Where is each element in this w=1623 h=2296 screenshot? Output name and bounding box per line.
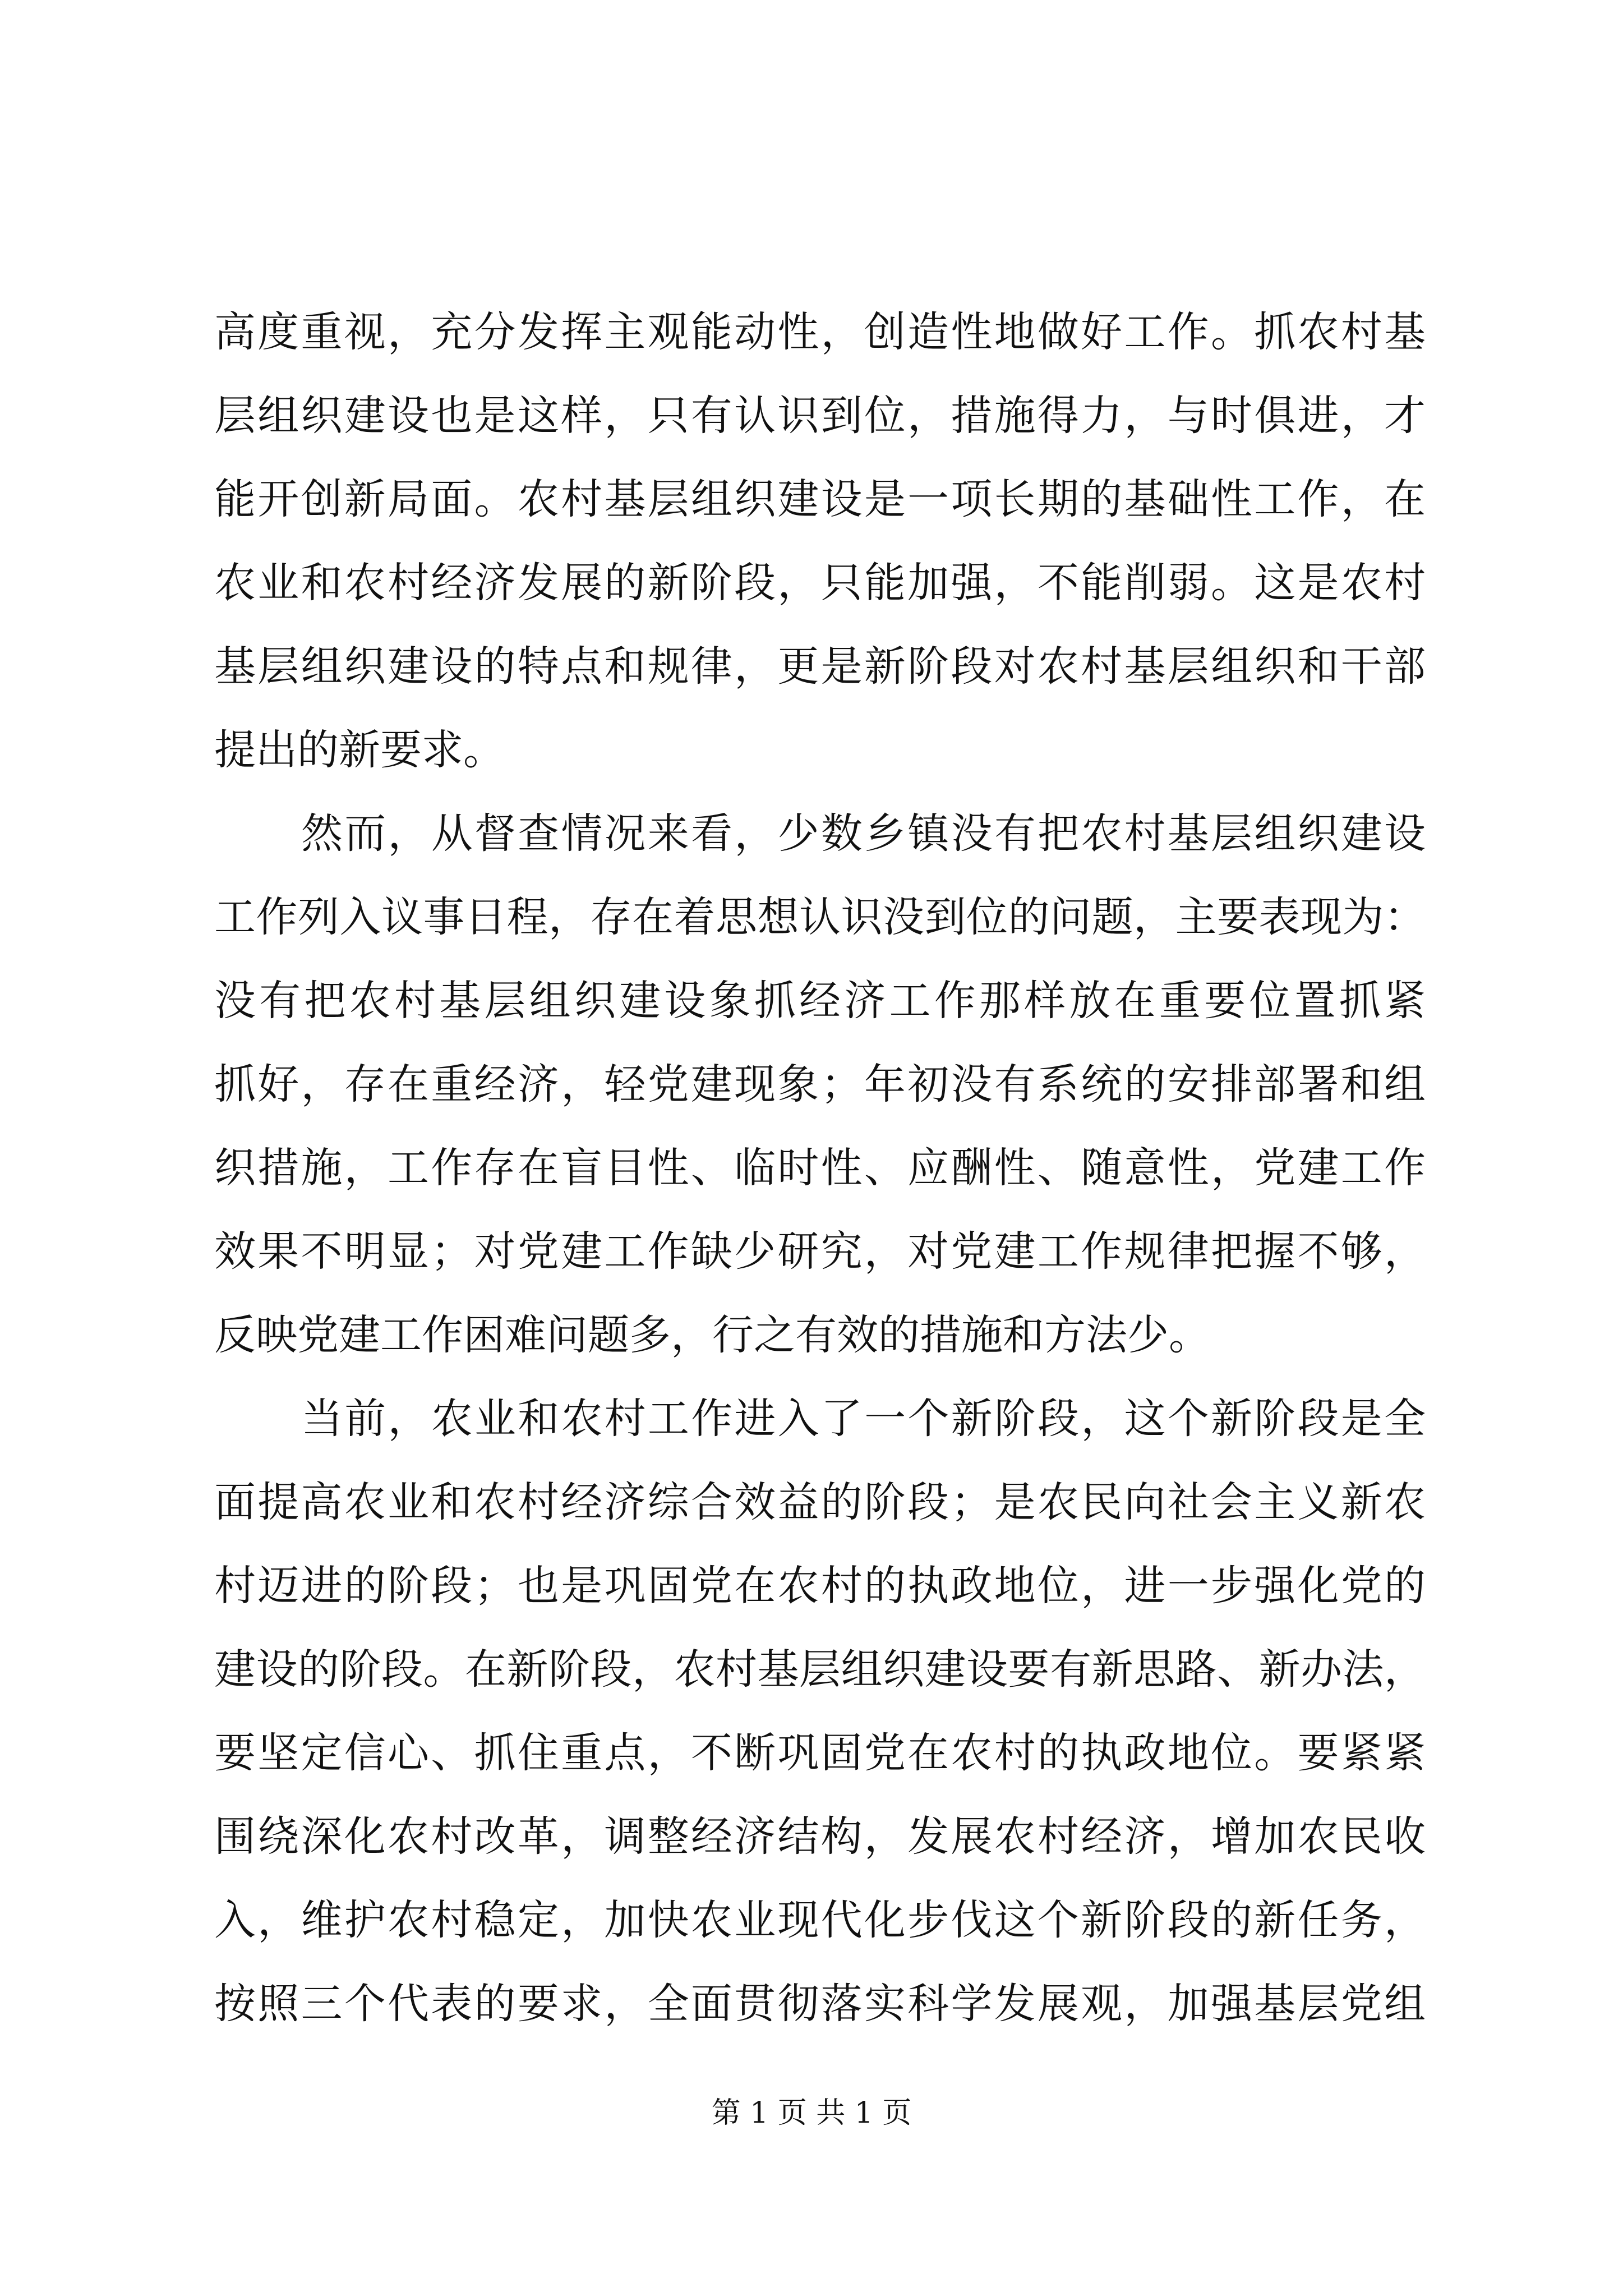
text-line: 高度重视，充分发挥主观能动性，创造性地做好工作。抓农村基	[214, 308, 1426, 356]
text-line: 村迈进的阶段；也是巩固党在农村的执政地位，进一步强化党的	[214, 1562, 1426, 1610]
text-line: 能开创新局面。农村基层组织建设是一项长期的基础性工作，在	[214, 475, 1426, 523]
text-line: 建设的阶段。在新阶段，农村基层组织建设要有新思路、新办法，	[214, 1645, 1426, 1694]
text-line: 要坚定信心、抓住重点，不断巩固党在农村的执政地位。要紧紧	[214, 1729, 1426, 1777]
page-number-label: 第 1 页 共 1 页	[711, 2096, 912, 2130]
text-line: 提出的新要求。	[214, 726, 505, 774]
text-line: 织措施，工作存在盲目性、临时性、应酬性、随意性，党建工作	[214, 1144, 1426, 1192]
paragraph-1	[214, 291, 1426, 792]
text-line: 没有把农村基层组织建设象抓经济工作那样放在重要位置抓紧	[214, 977, 1426, 1025]
paragraph-3	[214, 1377, 1426, 2046]
text-line: 围绕深化农村改革，调整经济结构，发展农村经济，增加农民收	[214, 1812, 1426, 1861]
text-line: 效果不明显；对党建工作缺少研究，对党建工作规律把握不够，	[214, 1227, 1426, 1276]
text-line: 反映党建工作困难问题多，行之有效的措施和方法少。	[214, 1311, 1210, 1359]
page-footer	[0, 2093, 1623, 2133]
text-line: 农业和农村经济发展的新阶段，只能加强，不能削弱。这是农村	[214, 559, 1426, 607]
document-body	[214, 291, 1426, 2046]
text-line: 然而，从督查情况来看，少数乡镇没有把农村基层组织建设	[301, 809, 1426, 858]
text-line: 面提高农业和农村经济综合效益的阶段；是农民向社会主义新农	[214, 1478, 1426, 1526]
paragraph-2	[214, 792, 1426, 1377]
text-line: 按照三个代表的要求，全面贯彻落实科学发展观，加强基层党组	[214, 1980, 1426, 2028]
text-line: 当前，农业和农村工作进入了一个新阶段，这个新阶段是全	[301, 1395, 1426, 1443]
text-line: 基层组织建设的特点和规律，更是新阶段对农村基层组织和干部	[214, 642, 1426, 691]
text-line: 层组织建设也是这样，只有认识到位，措施得力，与时俱进，才	[214, 392, 1426, 440]
text-line: 入，维护农村稳定，加快农业现代化步伐这个新阶段的新任务，	[214, 1896, 1426, 1944]
text-line: 抓好，存在重经济，轻党建现象；年初没有系统的安排部署和组	[214, 1060, 1426, 1108]
text-line: 工作列入议事日程，存在着思想认识没到位的问题，主要表现为：	[214, 893, 1426, 941]
